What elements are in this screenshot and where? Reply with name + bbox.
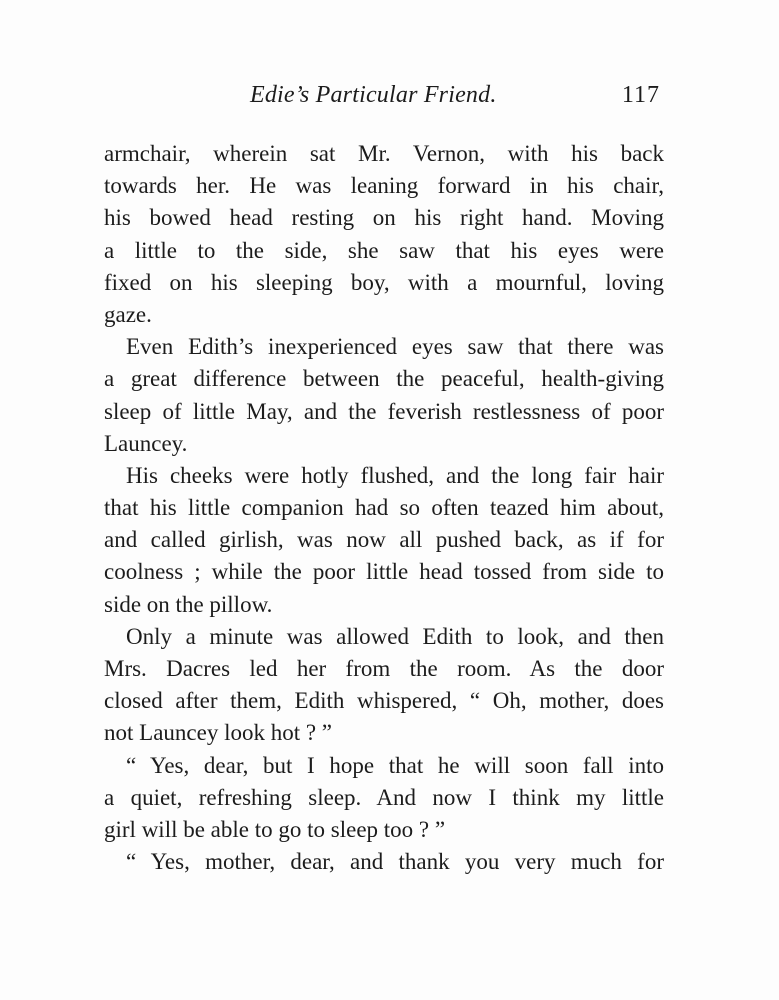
text-line: Mrs. Dacres led her from the room. As the door (104, 656, 664, 681)
text-line: Launcey. (104, 430, 188, 456)
text-line: sleep of little May, and the feverish restlessness of poor (104, 398, 664, 424)
text-line: that his little companion had so often teazed him about, (104, 495, 664, 521)
text-line: towards her. He was leaning forward in his chair, (104, 173, 664, 199)
text-line: gaze. (104, 301, 152, 327)
text-line: a quiet, refreshing sleep. And now I think my little (104, 784, 664, 810)
text-line: armchair, wherein sat Mr. Vernon, with his back (104, 141, 664, 166)
text-line: his bowed head resting on his right hand. Moving (104, 205, 664, 231)
running-head (104, 82, 664, 116)
body-text (104, 138, 664, 878)
text-line: “ Yes, mother, dear, and thank you very much for (126, 849, 664, 875)
page-number: 117 (621, 82, 660, 108)
text-line: side on the pillow. (104, 591, 273, 617)
text-line: closed after them, Edith whispered, “ Oh, mother, does (104, 688, 664, 714)
text-line: Even Edith’s inexperienced eyes saw that there was (126, 334, 664, 360)
text-line: a great difference between the peaceful, health-giving (104, 366, 664, 392)
text-line: “ Yes, dear, but I hope that he will soon fall into (126, 752, 664, 778)
text-line: His cheeks were hotly flushed, and the long fair hair (126, 462, 664, 488)
text-line: fixed on his sleeping boy, with a mournful, loving (104, 269, 664, 295)
running-title: Edie’s Particular Friend. (250, 82, 497, 108)
text-line: Only a minute was allowed Edith to look, and then (126, 623, 664, 649)
text-line: coolness ; while the poor little head tossed from side to (104, 559, 664, 585)
text-line: not Launcey look hot ? ” (104, 720, 333, 746)
text-line: and called girlish, was now all pushed back, as if for (104, 527, 664, 553)
text-line: a little to the side, she saw that his eyes were (104, 237, 664, 263)
text-line: girl will be able to go to sleep too ? ” (104, 816, 446, 842)
